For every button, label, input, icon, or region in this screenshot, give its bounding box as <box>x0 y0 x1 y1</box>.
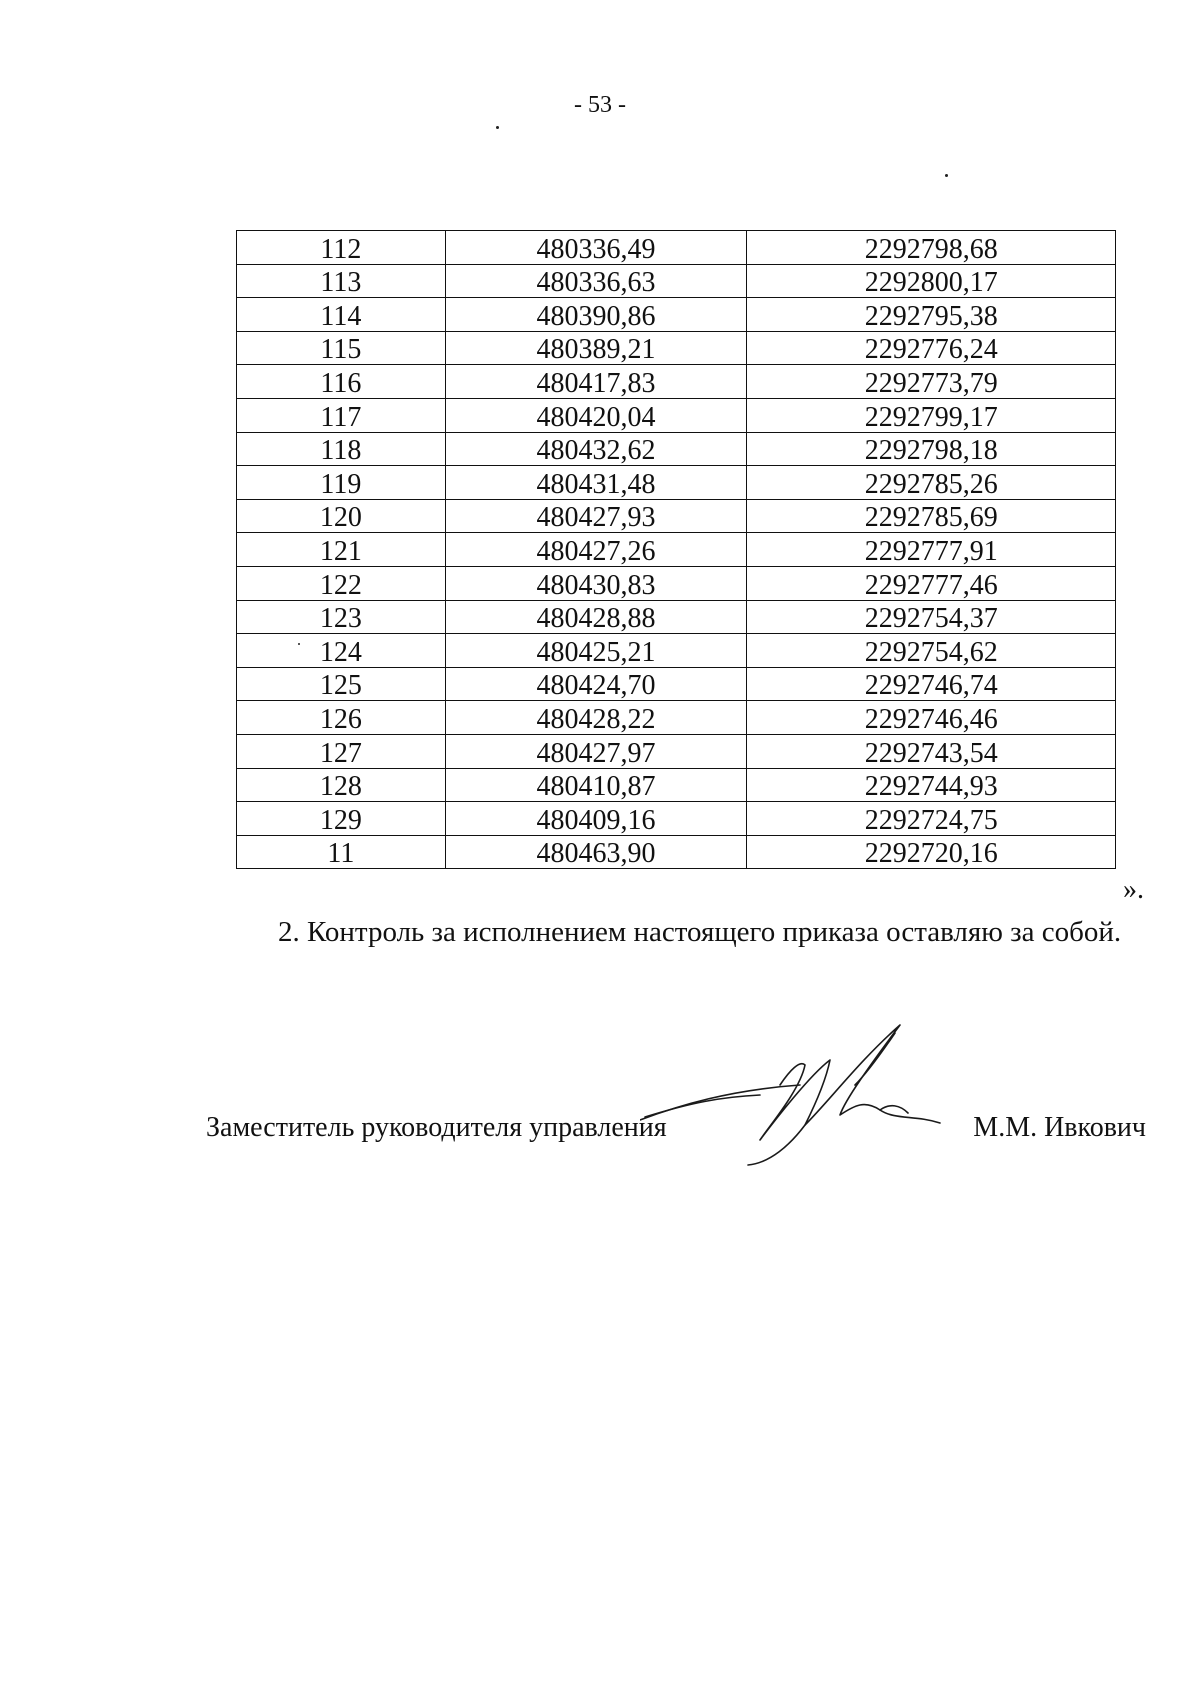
y-coordinate-cell: 2292798,68 <box>747 231 1116 265</box>
control-clause: 2. Контроль за исполнением настоящего приказа оставляю за собой. <box>278 916 1122 948</box>
point-number-cell: 118 <box>237 432 446 466</box>
point-number-cell: 112 <box>237 231 446 265</box>
y-coordinate-cell: 2292785,26 <box>747 466 1116 500</box>
table-row <box>237 634 1116 668</box>
y-coordinate-cell: 2292724,75 <box>747 802 1116 836</box>
table-row <box>237 835 1116 869</box>
table-row <box>237 432 1116 466</box>
coordinates-table <box>236 230 1116 869</box>
table-row <box>237 734 1116 768</box>
y-coordinate-cell: 2292799,17 <box>747 398 1116 432</box>
x-coordinate-cell: 480336,63 <box>445 264 747 298</box>
x-coordinate-cell: 480463,90 <box>445 835 747 869</box>
point-number-cell: 116 <box>237 365 446 399</box>
scan-speck <box>945 174 948 177</box>
x-coordinate-cell: 480410,87 <box>445 768 747 802</box>
y-coordinate-cell: 2292746,74 <box>747 667 1116 701</box>
y-coordinate-cell: 2292754,37 <box>747 600 1116 634</box>
y-coordinate-cell: 2292795,38 <box>747 298 1116 332</box>
y-coordinate-cell: 2292773,79 <box>747 365 1116 399</box>
y-coordinate-cell: 2292776,24 <box>747 331 1116 365</box>
y-coordinate-cell: 2292746,46 <box>747 701 1116 735</box>
x-coordinate-cell: 480430,83 <box>445 566 747 600</box>
x-coordinate-cell: 480336,49 <box>445 231 747 265</box>
closing-quote: ». <box>1123 874 1144 905</box>
table-row <box>237 768 1116 802</box>
table-row <box>237 466 1116 500</box>
x-coordinate-cell: 480409,16 <box>445 802 747 836</box>
signer-position: Заместитель руководителя управления <box>206 1112 667 1143</box>
table-row <box>237 566 1116 600</box>
x-coordinate-cell: 480417,83 <box>445 365 747 399</box>
signer-name: М.М. Ивкович <box>973 1112 1146 1143</box>
point-number-cell: 115 <box>237 331 446 365</box>
y-coordinate-cell: 2292720,16 <box>747 835 1116 869</box>
x-coordinate-cell: 480427,26 <box>445 533 747 567</box>
point-number-cell: 113 <box>237 264 446 298</box>
table-row <box>237 533 1116 567</box>
y-coordinate-cell: 2292785,69 <box>747 499 1116 533</box>
table-row <box>237 499 1116 533</box>
table-row <box>237 298 1116 332</box>
y-coordinate-cell: 2292744,93 <box>747 768 1116 802</box>
table-row <box>237 231 1116 265</box>
table-row <box>237 802 1116 836</box>
point-number-cell: 124 <box>237 634 446 668</box>
table-row <box>237 667 1116 701</box>
x-coordinate-cell: 480390,86 <box>445 298 747 332</box>
point-number-cell: 11 <box>237 835 446 869</box>
point-number-cell: 129 <box>237 802 446 836</box>
point-number-cell: 122 <box>237 566 446 600</box>
x-coordinate-cell: 480425,21 <box>445 634 747 668</box>
x-coordinate-cell: 480428,88 <box>445 600 747 634</box>
table-row <box>237 701 1116 735</box>
y-coordinate-cell: 2292798,18 <box>747 432 1116 466</box>
point-number-cell: 123 <box>237 600 446 634</box>
x-coordinate-cell: 480389,21 <box>445 331 747 365</box>
point-number-cell: 121 <box>237 533 446 567</box>
handwritten-signature <box>640 1015 980 1175</box>
x-coordinate-cell: 480431,48 <box>445 466 747 500</box>
point-number-cell: 125 <box>237 667 446 701</box>
table-row <box>237 331 1116 365</box>
y-coordinate-cell: 2292743,54 <box>747 734 1116 768</box>
y-coordinate-cell: 2292777,46 <box>747 566 1116 600</box>
x-coordinate-cell: 480432,62 <box>445 432 747 466</box>
x-coordinate-cell: 480427,97 <box>445 734 747 768</box>
point-number-cell: 120 <box>237 499 446 533</box>
y-coordinate-cell: 2292800,17 <box>747 264 1116 298</box>
x-coordinate-cell: 480424,70 <box>445 667 747 701</box>
table-row <box>237 600 1116 634</box>
x-coordinate-cell: 480420,04 <box>445 398 747 432</box>
point-number-cell: 128 <box>237 768 446 802</box>
coordinates-table-body <box>237 231 1116 869</box>
x-coordinate-cell: 480428,22 <box>445 701 747 735</box>
point-number-cell: 117 <box>237 398 446 432</box>
point-number-cell: 127 <box>237 734 446 768</box>
point-number-cell: 119 <box>237 466 446 500</box>
page-number: - 53 - <box>574 92 626 118</box>
scan-speck <box>496 126 499 129</box>
x-coordinate-cell: 480427,93 <box>445 499 747 533</box>
point-number-cell: 114 <box>237 298 446 332</box>
table-row <box>237 398 1116 432</box>
table-row <box>237 365 1116 399</box>
y-coordinate-cell: 2292777,91 <box>747 533 1116 567</box>
table-row <box>237 264 1116 298</box>
y-coordinate-cell: 2292754,62 <box>747 634 1116 668</box>
point-number-cell: 126 <box>237 701 446 735</box>
